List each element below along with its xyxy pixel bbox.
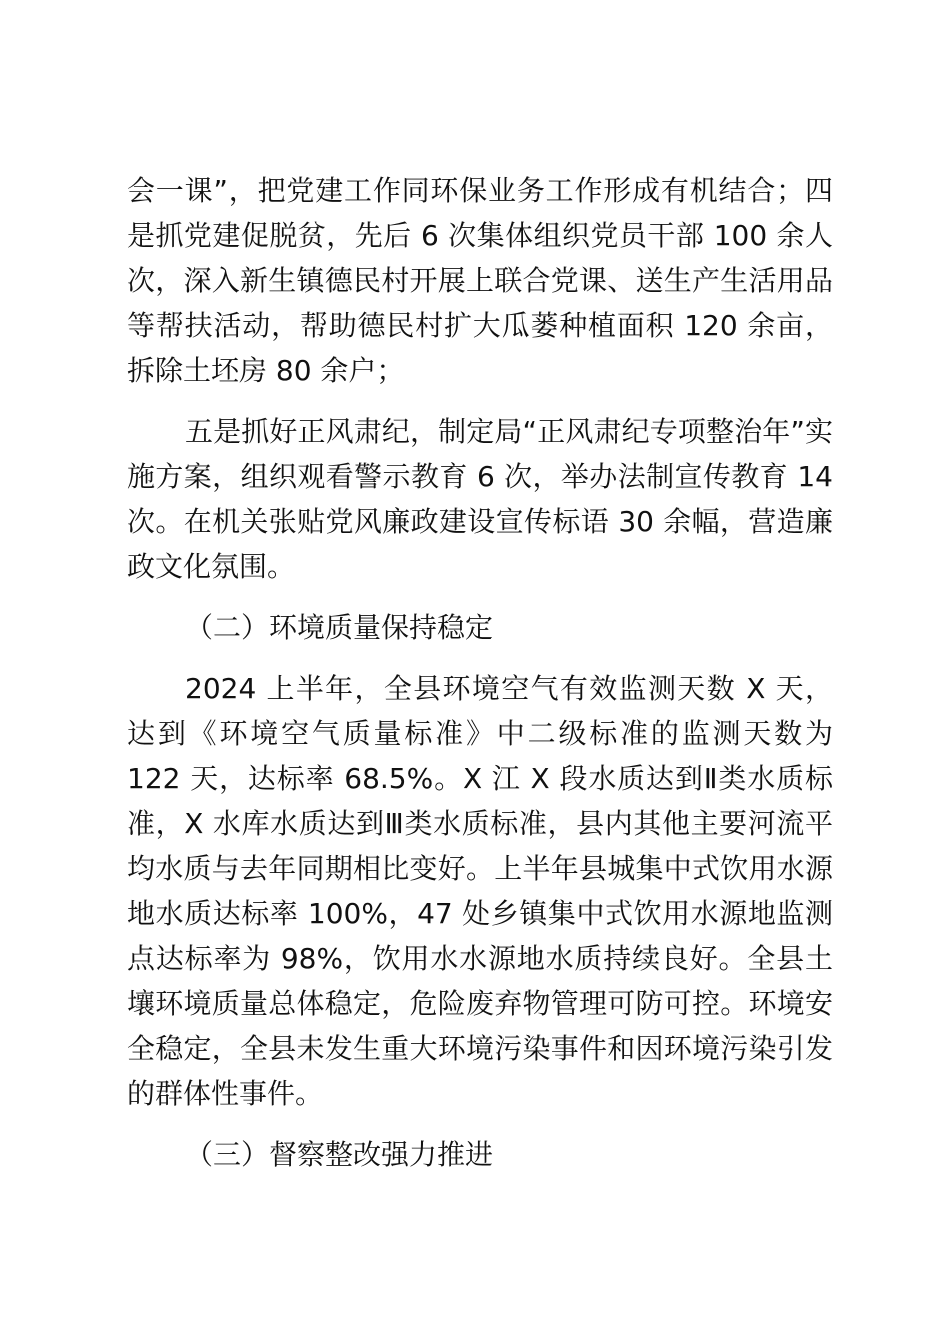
paragraph-party-building-continued: 会一课”，把党建工作同环保业务工作形成有机结合；四是抓党建促脱贫，先后 6 次集体组织党员干部 100 余人次，深入新生镇德民村开展上联合党课、送生产生活用品等帮扶活动，帮助德民村扩大瓜蒌种植面积 120 余亩，拆除土坯房 80 余户；: [127, 174, 833, 387]
paragraph-discipline: 五是抓好正风肃纪，制定局“正风肃纪专项整治年”实施方案，组织观看警示教育 6 次，举办法制宣传教育 14 次。在机关张贴党风廉政建设宣传标语 30 余幅，营造廉政文化氛围。: [127, 415, 833, 583]
document-body: [127, 168, 833, 1193]
section-heading-environment-quality: （二）环境质量保持稳定: [185, 611, 494, 644]
paragraph-environment-quality: 2024 上半年，全县环境空气有效监测天数 X 天，达到《环境空气质量标准》中二级标准的监测天数为 122 天，达标率 68.5%。X 江 X 段水质达到Ⅱ类水质标准，X 水库水质达到Ⅲ类水质标准，县内其他主要河流平均水质与去年同期相比变好。上半年县城集中式饮用水源地水质达标率 100%，47 处乡镇集中式饮用水源地监测点达标率为 98%，饮用水水源地水质持续良好。全县土壤环境质量总体稳定，危险废弃物管理可防可控。环境安全稳定，全县未发生重大环境污染事件和因环境污染引发的群体性事件。: [127, 672, 833, 1110]
section-heading-inspection-rectification: （三）督察整改强力推进: [185, 1138, 494, 1171]
